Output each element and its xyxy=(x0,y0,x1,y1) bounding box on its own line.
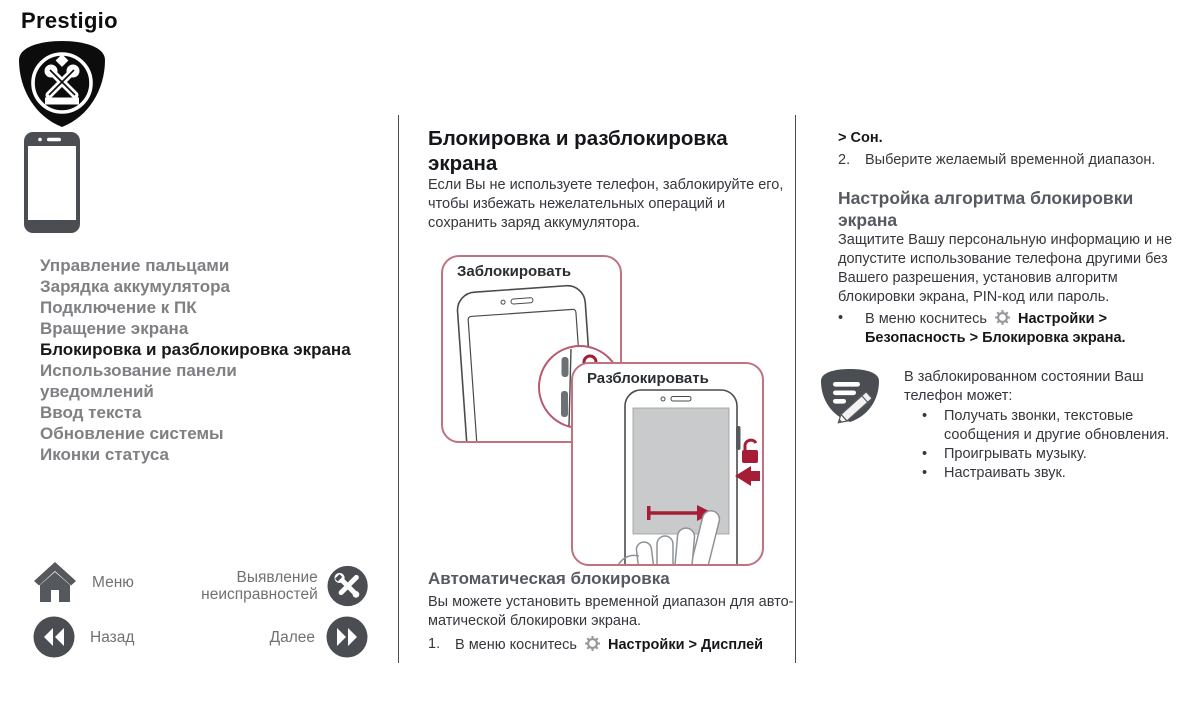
note-box xyxy=(820,368,1172,483)
gear-icon xyxy=(994,309,1011,326)
prestigio-wordmark: Prestigio xyxy=(21,8,118,33)
step-text-bold: Настройки > Дисплей xyxy=(607,637,764,653)
next-nav-label: Далее xyxy=(269,628,315,646)
auto-lock-step-1 xyxy=(428,635,794,655)
auto-lock-heading: Автоматическая блокировка xyxy=(428,569,670,588)
back-nav-button[interactable] xyxy=(33,616,134,658)
note-item xyxy=(904,407,1172,445)
article-right xyxy=(838,129,1189,348)
step-text: Выберите желаемый временной диапазон. xyxy=(865,152,1156,168)
troubleshoot-nav-button[interactable] xyxy=(198,565,368,607)
step-number: 2. xyxy=(838,152,851,168)
sidebar-item-notification-panel[interactable]: Использование панели уведомлений xyxy=(40,361,237,401)
sidebar-item-battery-charge[interactable]: Зарядка аккумулятора xyxy=(40,277,230,296)
menu-nav-label: Меню xyxy=(92,573,134,591)
step-text-pre: В меню коснитесь xyxy=(455,637,577,653)
article-intro: Если Вы не используете телефон, заблокируйте его, чтобы избежать нежелательных операций и сохранить заряд аккумулятора. xyxy=(428,177,784,231)
bullet-marker: • xyxy=(922,446,928,462)
sidebar-item-system-update[interactable]: Обновление системы xyxy=(40,424,224,443)
note-list xyxy=(904,407,1172,483)
step-1-continuation: > Сон. xyxy=(838,130,883,146)
unlock-illustration-panel xyxy=(571,362,764,566)
auto-lock-body: Вы можете установить временной диапазон для авто-матической блокировки экрана. xyxy=(428,594,794,629)
bullet-marker: • xyxy=(838,310,844,326)
note-intro: В заблокированном состоянии Ваш телефон может: xyxy=(904,369,1144,404)
unlock-panel-label: Разблокировать xyxy=(587,370,709,387)
bullet-text xyxy=(865,309,1189,348)
algo-body: Защитите Вашу персональную информацию и не допустите использование телефона другими без Вашего разрешения, установив алгоритм блокировки экрана, PIN-код или пароль. xyxy=(838,232,1173,305)
note-text xyxy=(904,368,1172,483)
page-title: Блокировка и разблокировка экрана xyxy=(428,127,728,175)
notepad-pencil-icon xyxy=(820,368,884,426)
lock-panel-label: Заблокировать xyxy=(457,263,572,280)
note-item-text: Проигрывать музыку. xyxy=(944,446,1087,462)
double-chevron-right-icon xyxy=(326,616,368,658)
article-main xyxy=(428,126,792,233)
bullet-marker: • xyxy=(922,408,928,424)
step-text xyxy=(455,635,763,655)
smartphone-icon xyxy=(23,131,81,234)
bullet-text-bold: Настройки > Безопасность > Блокировка экрана. xyxy=(865,311,1126,346)
sidebar-item-finger-control[interactable]: Управление пальцами xyxy=(40,256,230,275)
tools-icon xyxy=(327,565,368,607)
sidebar-item-lock-unlock[interactable]: Блокировка и разблокировка экрана xyxy=(40,340,351,359)
note-item-text: Настраивать звук. xyxy=(944,465,1066,481)
auto-lock-section xyxy=(428,568,794,655)
unlock-icon xyxy=(742,440,758,463)
column-divider-left xyxy=(398,115,399,663)
note-item xyxy=(904,445,1172,464)
column-divider-right xyxy=(795,115,796,663)
unlock-phone-illustration xyxy=(573,364,762,564)
step-number: 1. xyxy=(428,636,441,652)
home-icon xyxy=(33,560,77,604)
menu-nav-button[interactable] xyxy=(33,560,134,604)
gear-icon xyxy=(584,635,601,652)
algo-heading: Настройка алгоритма блокировки экрана xyxy=(838,188,1134,230)
sidebar-item-screen-rotate[interactable]: Вращение экрана xyxy=(40,319,189,338)
note-item-text: Получать звонки, текстовые сообщения и другие обновления. xyxy=(944,408,1170,443)
bullet-marker: • xyxy=(922,465,928,481)
bullet-text-pre: В меню коснитесь xyxy=(865,311,987,327)
troubleshoot-nav-label: Выявление неисправностей xyxy=(201,569,318,603)
algo-bullet xyxy=(838,309,1189,348)
sidebar-item-status-icons[interactable]: Иконки статуса xyxy=(40,445,169,464)
back-nav-label: Назад xyxy=(90,628,135,646)
next-nav-button[interactable] xyxy=(198,616,368,658)
sidebar-item-text-input[interactable]: Ввод текста xyxy=(40,403,142,422)
auto-lock-step-2 xyxy=(838,151,1189,170)
prestigio-shield-icon xyxy=(18,40,106,128)
double-chevron-left-icon xyxy=(33,616,75,658)
sidebar-item-pc-connect[interactable]: Подключение к ПК xyxy=(40,298,197,317)
note-item xyxy=(904,464,1172,483)
sidebar-toc xyxy=(40,255,394,465)
